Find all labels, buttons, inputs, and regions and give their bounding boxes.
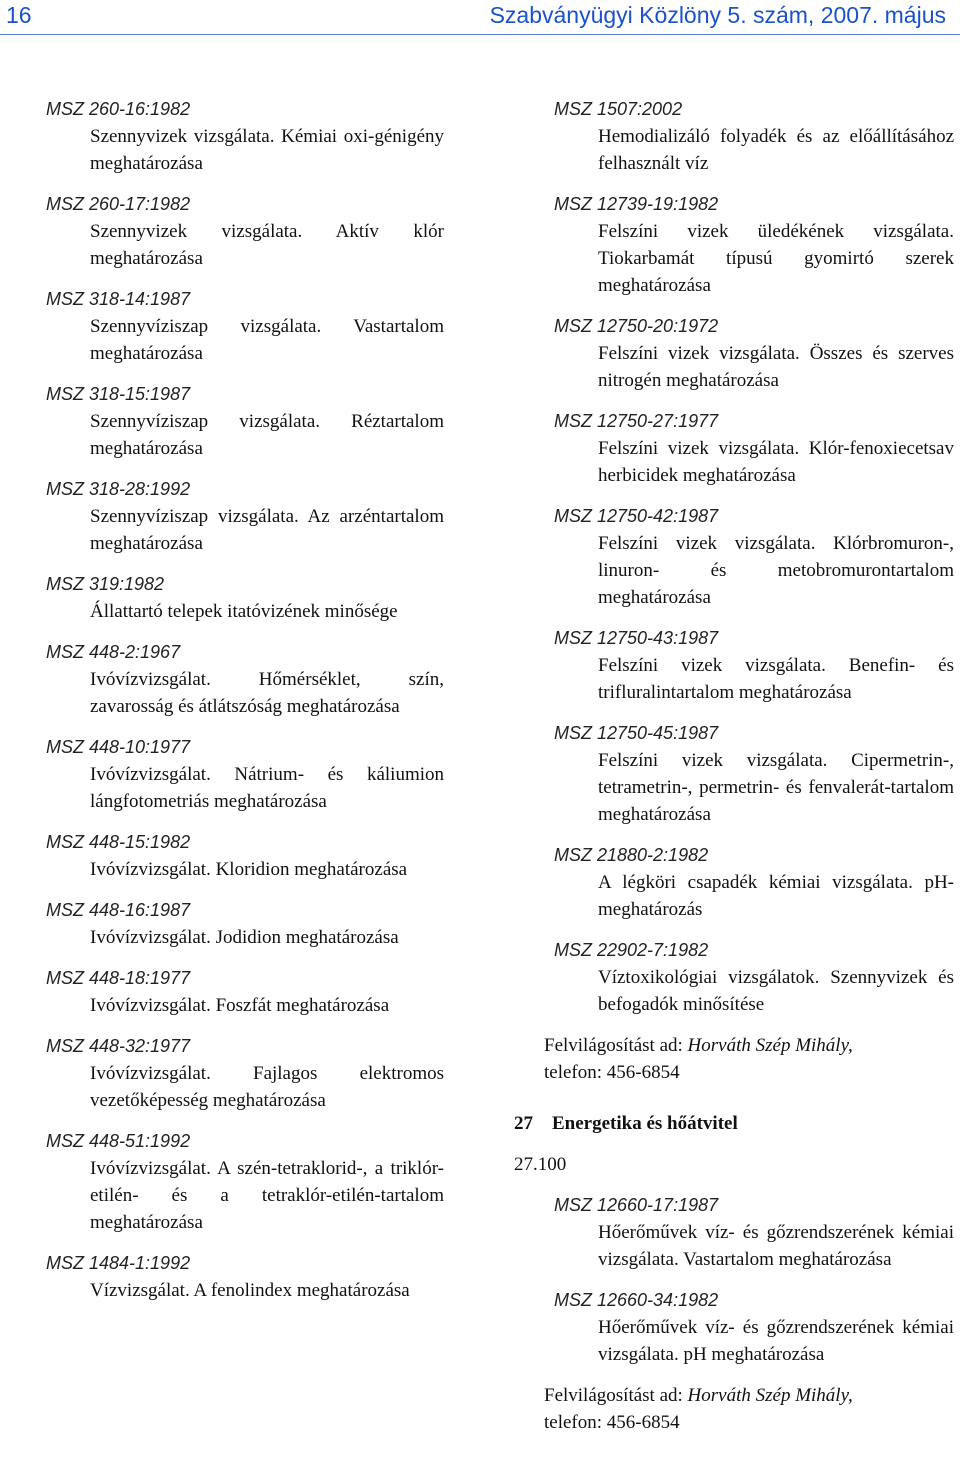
standard-code: MSZ 12660-17:1987 [554, 1195, 719, 1215]
standard-entry [46, 286, 444, 367]
standard-code: MSZ 318-15:1987 [46, 384, 191, 404]
standard-entry [46, 829, 444, 883]
standard-code: MSZ 448-15:1982 [46, 832, 191, 852]
standard-entry [46, 476, 444, 557]
standard-entry [46, 571, 444, 625]
standard-title: A légköri csapadék kémiai vizsgálata. pH-meghatározás [598, 872, 954, 920]
standard-code: MSZ 1507:2002 [554, 99, 683, 119]
standard-code: MSZ 448-51:1992 [46, 1131, 191, 1151]
right-column [514, 96, 954, 1436]
standard-code: MSZ 319:1982 [46, 574, 165, 594]
contact-phone: telefon: 456-6854 [544, 1062, 680, 1083]
standard-title: Szennyvíziszap vizsgálata. Az arzéntartalom meghatározása [90, 506, 444, 554]
contact-phone: telefon: 456-6854 [544, 1412, 680, 1433]
section-heading [514, 1110, 954, 1137]
standard-code: MSZ 260-16:1982 [46, 99, 191, 119]
standard-title: Hőerőművek víz- és gőzrendszerének kémiai vizsgálata. Vastartalom meghatározása [598, 1222, 954, 1270]
contact-name: Horváth Szép Mihály, [687, 1035, 853, 1056]
standard-code: MSZ 448-2:1967 [46, 642, 181, 662]
standard-entry [554, 1287, 954, 1368]
standard-title: Felszíni vizek vizsgálata. Benefin- és trifluralintartalom meghatározása [598, 655, 954, 703]
standard-title: Ivóvízvizsgálat. Nátrium- és káliumion lángfotometriás meghatározása [90, 764, 444, 812]
standard-entry [46, 381, 444, 462]
standard-entry [46, 96, 444, 177]
left-column [46, 96, 444, 1318]
contact-prefix: Felvilágosítást ad: [544, 1035, 688, 1056]
standard-code: MSZ 12660-34:1982 [554, 1290, 719, 1310]
right-entries [514, 96, 954, 1018]
standard-code: MSZ 12750-45:1987 [554, 723, 719, 743]
header-rule [0, 34, 960, 35]
section-title: Energetika és hőátvitel [552, 1113, 738, 1134]
standard-entry [554, 1192, 954, 1273]
standard-code: MSZ 448-16:1987 [46, 900, 191, 920]
standard-code: MSZ 12750-27:1977 [554, 411, 719, 431]
standard-title: Állattartó telepek itatóvizének minősége [90, 601, 398, 622]
standard-code: MSZ 318-28:1992 [46, 479, 191, 499]
standard-code: MSZ 22902-7:1982 [554, 940, 709, 960]
standard-title: Ivóvízvizsgálat. A szén-tetraklorid-, a triklór-etilén- és a tetraklór-etilén-tartalom meghatározása [90, 1158, 444, 1233]
standard-entry [554, 842, 954, 923]
standard-code: MSZ 448-18:1977 [46, 968, 191, 988]
page-header [0, 0, 960, 30]
standard-title: Ivóvízvizsgálat. Foszfát meghatározása [90, 995, 390, 1016]
contact-info [544, 1032, 954, 1086]
publication-title: Szabványügyi Közlöny 5. szám, 2007. május [489, 2, 946, 28]
standard-title: Hőerőművek víz- és gőzrendszerének kémiai vizsgálata. pH meghatározása [598, 1317, 954, 1365]
standard-title: Felszíni vizek vizsgálata. Klórbromuron-, linuron- és metobromurontartalom meghatározása [598, 533, 954, 608]
standard-title: Ivóvízvizsgálat. Hőmérséklet, szín, zavarosság és átlátszóság meghatározása [90, 669, 444, 717]
contact-prefix: Felvilágosítást ad: [544, 1385, 688, 1406]
standard-entry [46, 734, 444, 815]
standard-title: Szennyvíziszap vizsgálata. Vastartalom meghatározása [90, 316, 444, 364]
standard-entry [46, 639, 444, 720]
standard-title: Ivóvízvizsgálat. Jodidion meghatározása [90, 927, 399, 948]
standard-code: MSZ 260-17:1982 [46, 194, 191, 214]
standard-title: Felszíni vizek vizsgálata. Klór-fenoxiecetsav herbicidek meghatározása [598, 438, 954, 486]
standard-entry [46, 897, 444, 951]
standard-title: Szennyvíziszap vizsgálata. Réztartalom meghatározása [90, 411, 444, 459]
standard-title: Felszíni vizek vizsgálata. Cipermetrin-, tetrametrin-, permetrin- és fenvalerát-tartalom meghatározása [598, 750, 954, 825]
page-number: 16 [6, 2, 32, 28]
standard-entry [554, 191, 954, 299]
standard-title: Ivóvízvizsgálat. Fajlagos elektromos vezetőképesség meghatározása [90, 1063, 444, 1111]
standard-title: Felszíni vizek üledékének vizsgálata. Tiokarbamát típusú gyomirtó szerek meghatározása [598, 221, 954, 296]
standard-code: MSZ 21880-2:1982 [554, 845, 709, 865]
standard-entry [554, 720, 954, 828]
standard-code: MSZ 12739-19:1982 [554, 194, 719, 214]
standard-code: MSZ 12750-20:1972 [554, 316, 719, 336]
section-subnumber: 27.100 [514, 1154, 567, 1175]
standard-entry [46, 191, 444, 272]
standard-code: MSZ 318-14:1987 [46, 289, 191, 309]
contact-info-2 [544, 1382, 954, 1436]
standard-code: MSZ 448-32:1977 [46, 1036, 191, 1056]
standard-code: MSZ 1484-1:1992 [46, 1253, 191, 1273]
standard-entry [554, 937, 954, 1018]
standard-entry [46, 965, 444, 1019]
standard-entry [46, 1033, 444, 1114]
standard-title: Víztoxikológiai vizsgálatok. Szennyvizek és befogadók minősítése [598, 967, 954, 1015]
standard-title: Hemodializáló folyadék és az előállításához felhasznált víz [598, 126, 954, 174]
standard-entry [554, 313, 954, 394]
standard-title: Szennyvizek vizsgálata. Aktív klór meghatározása [90, 221, 444, 269]
section-number: 27 [514, 1113, 533, 1134]
contact-name: Horváth Szép Mihály, [687, 1385, 853, 1406]
standard-code: MSZ 12750-43:1987 [554, 628, 719, 648]
standard-code: MSZ 12750-42:1987 [554, 506, 719, 526]
standard-title: Felszíni vizek vizsgálata. Összes és szerves nitrogén meghatározása [598, 343, 954, 391]
standard-title: Ivóvízvizsgálat. Kloridion meghatározása [90, 859, 408, 880]
standard-code: MSZ 448-10:1977 [46, 737, 191, 757]
standard-entry [554, 625, 954, 706]
standard-entry [554, 96, 954, 177]
standard-entry [554, 408, 954, 489]
section-entries [514, 1192, 954, 1368]
standard-entry [554, 503, 954, 611]
standard-title: Szennyvizek vizsgálata. Kémiai oxi-génigény meghatározása [90, 126, 444, 174]
standard-entry [46, 1128, 444, 1236]
standard-title: Vízvizsgálat. A fenolindex meghatározása [90, 1280, 410, 1301]
standard-entry [46, 1250, 444, 1304]
